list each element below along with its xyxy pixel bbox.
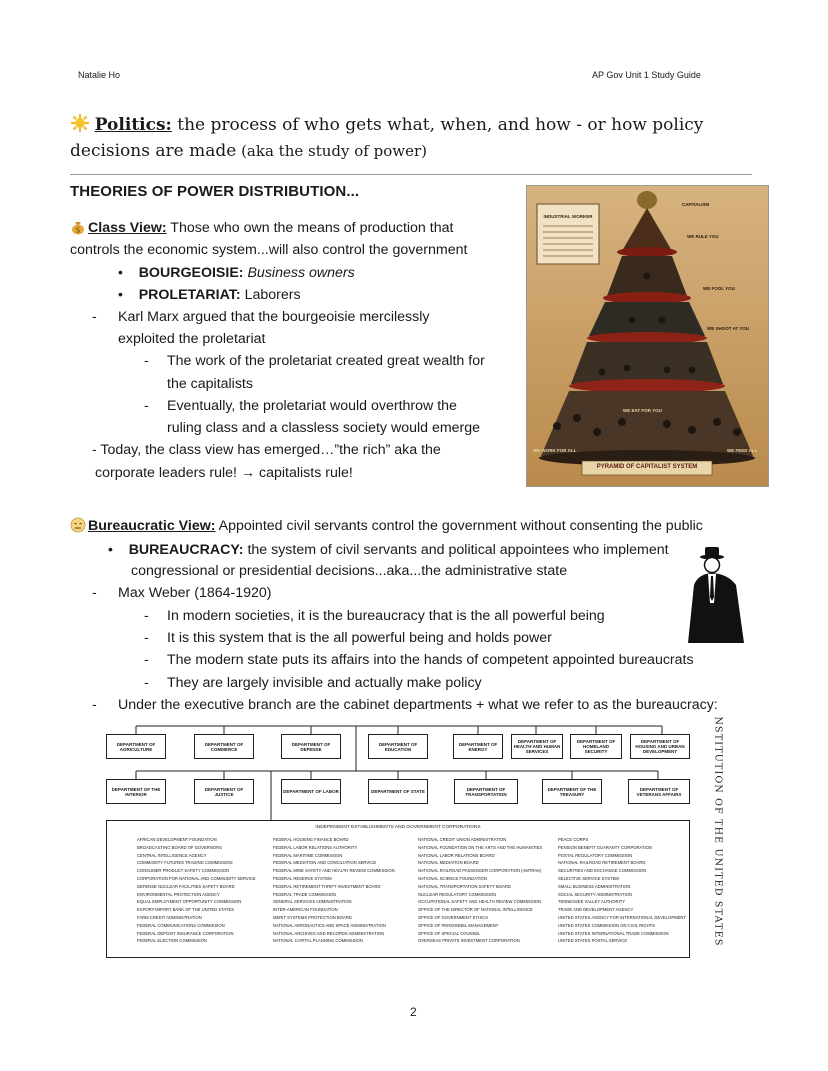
bureaucracy-def1: the system of civil servants and political appointees who implement <box>243 542 669 558</box>
pyramid-box-label: INDUSTRIAL WORKER <box>543 214 593 219</box>
page-number: 2 <box>410 1005 417 1019</box>
agency-item: UNITED STATES AGENCY FOR INTERNATIONAL DEVELOPMENT <box>558 914 686 920</box>
pyramid-shoot: WE SHOOT AT YOU <box>707 326 750 331</box>
agency-item: POSTAL REGULATORY COMMISSION <box>558 852 633 858</box>
agency-item: FEDERAL LABOR RELATIONS AUTHORITY <box>273 844 358 850</box>
sub2-line1: Eventually, the proletariat would overthrow the <box>167 398 457 414</box>
agency-item: INTER-AMERICAN FOUNDATION <box>273 907 338 913</box>
agency-item: FEDERAL RESERVE SYSTEM <box>273 875 332 881</box>
agency-item: NATIONAL CREDIT UNION ADMINISTRATION <box>418 837 507 842</box>
agency-item: NATIONAL RAILROAD PASSENGER CORPORATION (AMTRAK) <box>418 868 542 874</box>
weber-line: Max Weber (1864-1920) <box>118 585 272 601</box>
sub1-line1: The work of the proletariat created great wealth for <box>167 353 485 369</box>
pyramid-rule: WE RULE YOU <box>687 234 719 239</box>
agency-item: FEDERAL DEPOSIT INSURANCE CORPORATION <box>137 930 234 936</box>
agency-item: NATIONAL MEDIATION BOARD <box>418 860 479 866</box>
class-view-text2: controls the economic system...will also control the government <box>70 242 468 258</box>
politics-aka: (aka the study of power) <box>236 142 427 160</box>
dept-box: DEPARTMENT OF JUSTICE <box>194 779 254 804</box>
section-title: THEORIES OF POWER DISTRIBUTION... <box>70 183 360 200</box>
marx-line1: Karl Marx argued that the bourgeoisie mercilessly <box>118 309 430 325</box>
independent-agencies-box <box>106 820 690 958</box>
pyramid-work: WE WORK FOR ALL <box>533 448 577 453</box>
politics-def-line1: the process of who gets what, when, and how - or how policy <box>171 115 704 135</box>
face-icon <box>70 517 86 533</box>
dept-box: DEPARTMENT OF THE TREASURY <box>542 779 602 804</box>
divider <box>70 174 752 175</box>
bourgeoisie-term: BOURGEOISIE: <box>138 265 244 281</box>
agency-item: TENNESSEE VALLEY AUTHORITY <box>558 899 626 905</box>
dept-box: DEPARTMENT OF HEALTH AND HUMAN SERVICES <box>511 734 563 759</box>
dash-icon: - <box>92 585 97 601</box>
agency-item: TRADE AND DEVELOPMENT AGENCY <box>558 907 634 913</box>
proletariat-term: PROLETARIAT: <box>138 287 241 303</box>
dept-box: DEPARTMENT OF TRANSPORTATION <box>454 779 518 804</box>
bureaucratic-view-text: Appointed civil servants control the government without consenting the public <box>215 518 703 534</box>
dept-box: DEPARTMENT OF AGRICULTURE <box>106 734 166 759</box>
dept-box: DEPARTMENT OF HOMELAND SECURITY <box>570 734 622 759</box>
agency-item: NATIONAL ARCHIVES AND RECORDS ADMINISTRATION <box>273 930 385 936</box>
agency-item: FEDERAL ELECTION COMMISSION <box>137 938 207 944</box>
agency-item: CORPORATION FOR NATIONAL AND COMMUNITY SERVICE <box>137 875 256 881</box>
marx-line2: exploited the proletariat <box>118 331 266 347</box>
proletariat-item <box>118 283 301 306</box>
agency-item: FEDERAL RETIREMENT THRIFT INVESTMENT BOARD <box>273 883 381 889</box>
vertical-label-wrap <box>709 716 724 947</box>
politics-definition <box>70 112 760 164</box>
agency-column <box>273 836 395 945</box>
agency-item: NATIONAL SCIENCE FOUNDATION <box>418 875 487 881</box>
money-bag-icon <box>70 219 86 235</box>
agency-item: NUCLEAR REGULATORY COMMISSION <box>418 891 497 897</box>
agency-item: NATIONAL FOUNDATION ON THE ARTS AND THE HUMANITIES <box>418 844 543 850</box>
agency-item: GENERAL SERVICES ADMINISTRATION <box>273 899 352 905</box>
dash-icon: - <box>144 353 149 369</box>
today-line2: corporate leaders rule! → capitalists rule! <box>95 465 353 481</box>
agency-item: CONSUMER PRODUCT SAFETY COMMISSION <box>137 868 230 874</box>
dash-icon: - <box>144 652 149 668</box>
agency-item: FARM CREDIT ADMINISTRATION <box>137 914 202 920</box>
weber-point1: In modern societies, it is the bureaucracy that is the all powerful being <box>167 608 605 624</box>
agency-item: NATIONAL TRANSPORTATION SAFETY BOARD <box>418 883 511 889</box>
agency-item: NATIONAL RAILROAD RETIREMENT BOARD <box>558 860 646 866</box>
agency-item: UNITED STATES POSTAL SERVICE <box>558 938 628 944</box>
dept-box: DEPARTMENT OF VETERANS AFFAIRS <box>628 779 690 804</box>
agency-item: ENVIRONMENTAL PROTECTION AGENCY <box>137 891 220 897</box>
agency-item: FEDERAL MARITIME COMMISSION <box>273 852 343 858</box>
bureaucratic-view-label: Bureaucratic View: <box>88 518 216 534</box>
class-view-label: Class View: <box>88 220 167 236</box>
weber-point2: It is this system that is the all powerful being and holds power <box>167 630 552 646</box>
bourgeoisie-def: Business owners <box>243 265 355 281</box>
pyramid-feed: WE FEED ALL <box>727 448 758 453</box>
bullet-icon: • <box>108 541 113 557</box>
document-title: AP Gov Unit 1 Study Guide <box>592 70 701 80</box>
dept-box: DEPARTMENT OF STATE <box>368 779 428 804</box>
bureaucratic-view-line <box>70 515 703 537</box>
agency-item: PEACE CORPS <box>558 837 589 842</box>
agency-item: UNITED STATES INTERNATIONAL TRADE COMMISSION <box>558 930 669 936</box>
bureaucracy-chart <box>106 721 712 959</box>
vertical-label: NSTITUTION OF THE UNITED STATES <box>712 716 724 947</box>
agency-item: UNITED STATES COMMISSION ON CIVIL RIGHTS <box>558 922 655 928</box>
dept-box: DEPARTMENT OF DEFENSE <box>281 734 341 759</box>
agency-item: COMMODITY FUTURES TRADING COMMISSION <box>137 860 233 866</box>
bureaucrat-silhouette-icon <box>688 543 746 645</box>
bullet-icon: • <box>118 264 123 280</box>
executive-branch-line: Under the executive branch are the cabinet departments + what we refer to as the bureaucracy: <box>118 697 718 713</box>
agency-item: OCCUPATIONAL SAFETY AND HEALTH REVIEW COMMISSION <box>418 899 542 905</box>
dept-box: DEPARTMENT OF THE INTERIOR <box>106 779 166 804</box>
agency-item: OFFICE OF THE DIRECTOR OF NATIONAL INTELLIGENCE <box>418 907 533 913</box>
dash-icon: - <box>92 697 97 713</box>
agency-item: NATIONAL LABOR RELATIONS BOARD <box>418 852 495 858</box>
agency-item: FEDERAL MINE SAFETY AND HEALTH REVIEW COMMISSION <box>273 868 395 874</box>
pyramid-title: PYRAMID OF CAPITALIST SYSTEM <box>596 464 698 470</box>
agency-item: EXPORT-IMPORT BANK OF THE UNITED STATES <box>137 907 235 913</box>
dash-icon: - <box>144 608 149 624</box>
agency-item: OVERSEAS PRIVATE INVESTMENT CORPORATION <box>418 938 520 944</box>
agency-item: NATIONAL AERONAUTICS AND SPACE ADMINISTRATION <box>273 922 386 928</box>
agency-item: EQUAL EMPLOYMENT OPPORTUNITY COMMISSION <box>137 899 242 905</box>
agency-item: CENTRAL INTELLIGENCE AGENCY <box>137 852 207 858</box>
agency-item: SECURITIES AND EXCHANGE COMMISSION <box>558 868 647 874</box>
dept-box: DEPARTMENT OF COMMERCE <box>194 734 254 759</box>
bureaucracy-term: BUREAUCRACY: <box>128 542 244 558</box>
author-name: Natalie Ho <box>78 70 121 80</box>
class-view-text1: Those who own the means of production that <box>166 220 454 236</box>
agency-item: PENSION BENEFIT GUARANTY CORPORATION <box>558 844 652 850</box>
agency-item: OFFICE OF PERSONNEL MANAGEMENT <box>418 922 499 928</box>
svg-text:$: $ <box>75 225 81 235</box>
agency-column <box>418 836 542 945</box>
dash-icon: - <box>144 630 149 646</box>
agency-item: FEDERAL TRADE COMMISSION <box>273 891 337 897</box>
dash-icon: - <box>92 309 97 325</box>
agency-item: AFRICAN DEVELOPMENT FOUNDATION <box>137 837 217 842</box>
agency-item: FEDERAL HOUSING FINANCE BOARD <box>273 837 349 842</box>
proletariat-def: Laborers <box>240 287 301 303</box>
agency-item: SMALL BUSINESS ADMINISTRATION <box>558 883 631 889</box>
pyramid-capitalism: CAPITALISM <box>682 202 710 207</box>
agency-item: MERIT SYSTEMS PROTECTION BOARD <box>273 914 352 920</box>
agency-item: DEFENSE NUCLEAR FACILITIES SAFETY BOARD <box>137 883 235 889</box>
sub2-line2: ruling class and a classless society would emerge <box>167 420 481 436</box>
agency-column <box>137 836 256 945</box>
agency-item: NATIONAL CAPITAL PLANNING COMMISSION <box>273 938 363 944</box>
agency-item: FEDERAL COMMUNICATIONS COMMISSION <box>137 922 225 928</box>
independent-agencies-title: INDEPENDENT ESTABLISHMENTS AND GOVERNMENT CORPORATIONS <box>315 825 481 830</box>
dept-box: DEPARTMENT OF HOUSING AND URBAN DEVELOPMENT <box>630 734 690 759</box>
dash-icon: - <box>144 398 149 414</box>
pyramid-fool: WE FOOL YOU <box>703 286 735 291</box>
agency-item: BROADCASTING BOARD OF GOVERNORS <box>137 844 222 850</box>
bureaucracy-def2: congressional or presidential decisions...aka...the administrative state <box>131 563 568 579</box>
agency-item: SOCIAL SECURITY ADMINISTRATION <box>558 891 632 897</box>
agency-item: OFFICE OF GOVERNMENT ETHICS <box>418 914 488 920</box>
weber-point3: The modern state puts its affairs into the hands of competent appointed bureaucrats <box>167 652 694 668</box>
class-view-line1 <box>70 217 453 239</box>
bourgeoisie-item <box>118 261 355 284</box>
weber-point4: They are largely invisible and actually make policy <box>167 675 482 691</box>
politics-term: Politics: <box>94 115 172 135</box>
agency-column <box>558 836 686 945</box>
agency-item: OFFICE OF SPECIAL COUNSEL <box>418 930 481 936</box>
sub1-line2: the capitalists <box>167 376 253 392</box>
agency-item: SELECTIVE SERVICE SYSTEM <box>558 875 619 881</box>
today-line1: - Today, the class view has emerged…”the rich” aka the <box>92 442 441 458</box>
pyramid-poster <box>526 185 769 487</box>
dept-box: DEPARTMENT OF ENERGY <box>453 734 503 759</box>
sun-icon <box>70 113 90 133</box>
bullet-icon: • <box>118 286 123 302</box>
bureaucracy-item <box>108 538 669 561</box>
pyramid-eat: WE EAT FOR YOU <box>623 408 662 413</box>
dash-icon: - <box>144 675 149 691</box>
dept-box: DEPARTMENT OF EDUCATION <box>368 734 428 759</box>
agency-item: FEDERAL MEDIATION AND CONCILIATION SERVICE <box>273 860 377 866</box>
politics-def-line2: decisions are made <box>70 141 237 161</box>
dept-box: DEPARTMENT OF LABOR <box>281 779 341 804</box>
